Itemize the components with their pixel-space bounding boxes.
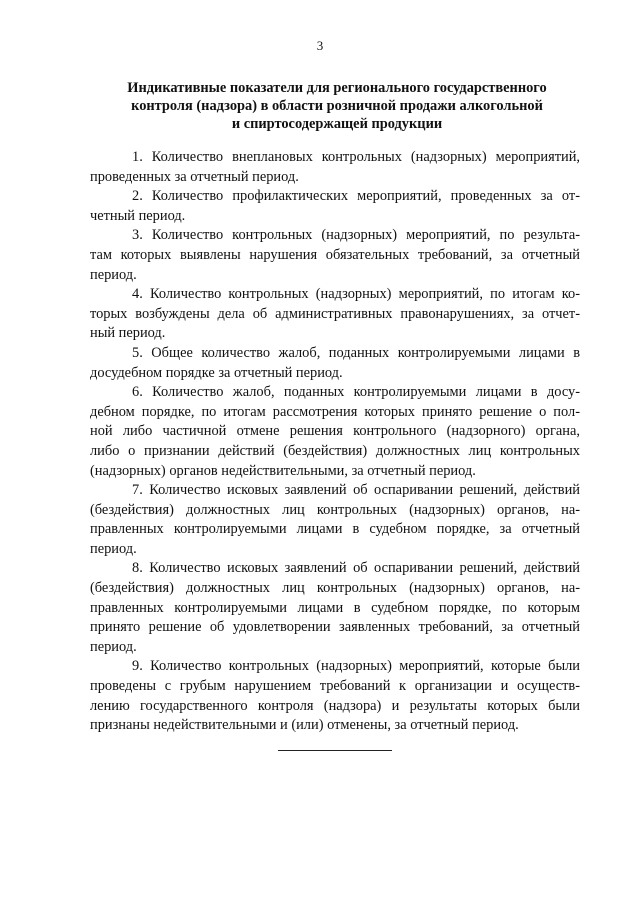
text-line: дебном порядке, по итогам рассмотрения которых принято решение о пол- xyxy=(90,403,580,420)
text-line: либо о признании действий (бездействия) должностных лиц контрольных xyxy=(90,442,580,459)
text-line: ный период. xyxy=(90,325,166,342)
text-line: 1. Количество внеплановых контрольных (надзорных) мероприятий, xyxy=(132,149,580,165)
indicator-item-7 xyxy=(90,481,580,559)
text-line: период. xyxy=(90,638,137,655)
text-line: ной либо частичной отмене решения контрольного (надзорного) органа, xyxy=(90,423,580,440)
indicator-list xyxy=(90,148,580,736)
text-line: правленных контролируемыми лицами в судебном порядке, по которым xyxy=(90,599,580,616)
text-line: принято решение об удовлетворении заявленных требований, за отчетный xyxy=(90,619,580,636)
text-line: 2. Количество профилактических мероприятий, проведенных за от- xyxy=(132,188,580,205)
text-line: 6. Количество жалоб, поданных контролируемыми лицами в досу- xyxy=(132,384,580,401)
text-line: проведены с грубым нарушением требований к организации и осуществ- xyxy=(90,678,580,695)
title-line: Индикативные показатели для регионального государственного xyxy=(127,80,547,96)
text-line: досудебном порядке за отчетный период. xyxy=(90,364,343,381)
text-line: период. xyxy=(90,266,137,283)
indicator-item-9 xyxy=(90,657,580,735)
indicator-item-2 xyxy=(90,187,580,226)
text-line: правленных контролируемыми лицами в судебном порядке, за отчетный xyxy=(90,521,580,538)
end-separator-line xyxy=(278,750,392,751)
text-line: там которых выявлены нарушения обязательных требований, за отчетный xyxy=(90,246,580,263)
text-line: лению государственного контроля (надзора) и результаты которых были xyxy=(90,697,580,714)
document-title xyxy=(90,79,584,133)
indicator-item-1 xyxy=(90,148,580,187)
text-line: 8. Количество исковых заявлений об оспаривании решений, действий xyxy=(132,560,580,577)
text-line: 5. Общее количество жалоб, поданных контролируемыми лицами в xyxy=(132,344,580,361)
text-line: 7. Количество исковых заявлений об оспаривании решений, действий xyxy=(132,482,580,499)
indicator-item-4 xyxy=(90,285,580,344)
title-line: контроля (надзора) в области розничной продажи алкогольной xyxy=(131,98,543,114)
text-line: 9. Количество контрольных (надзорных) мероприятий, которые были xyxy=(132,658,580,675)
text-line: проведенных за отчетный период. xyxy=(90,168,299,185)
indicator-item-6 xyxy=(90,383,580,481)
indicator-item-8 xyxy=(90,559,580,657)
text-line: 3. Количество контрольных (надзорных) мероприятий, по результа- xyxy=(132,227,580,244)
indicator-item-3 xyxy=(90,226,580,285)
text-line: четный период. xyxy=(90,207,186,224)
text-line: период. xyxy=(90,540,137,557)
title-line: и спиртосодержащей продукции xyxy=(231,116,443,132)
text-line: (бездействия) должностных лиц контрольных (надзорных) органов, на- xyxy=(90,580,580,597)
text-line: торых возбуждены дела об административных правонарушениях, за отчет- xyxy=(90,305,580,322)
text-line: 4. Количество контрольных (надзорных) мероприятий, по итогам ко- xyxy=(132,286,580,303)
page-number: 3 xyxy=(316,38,324,53)
text-line: (надзорных) органов недействительными, за отчетный период. xyxy=(90,462,476,479)
indicator-item-5 xyxy=(90,344,580,383)
text-line: признаны недействительными и (или) отменены, за отчетный период. xyxy=(90,717,519,734)
text-line: (бездействия) должностных лиц контрольных (надзорных) органов, на- xyxy=(90,501,580,518)
